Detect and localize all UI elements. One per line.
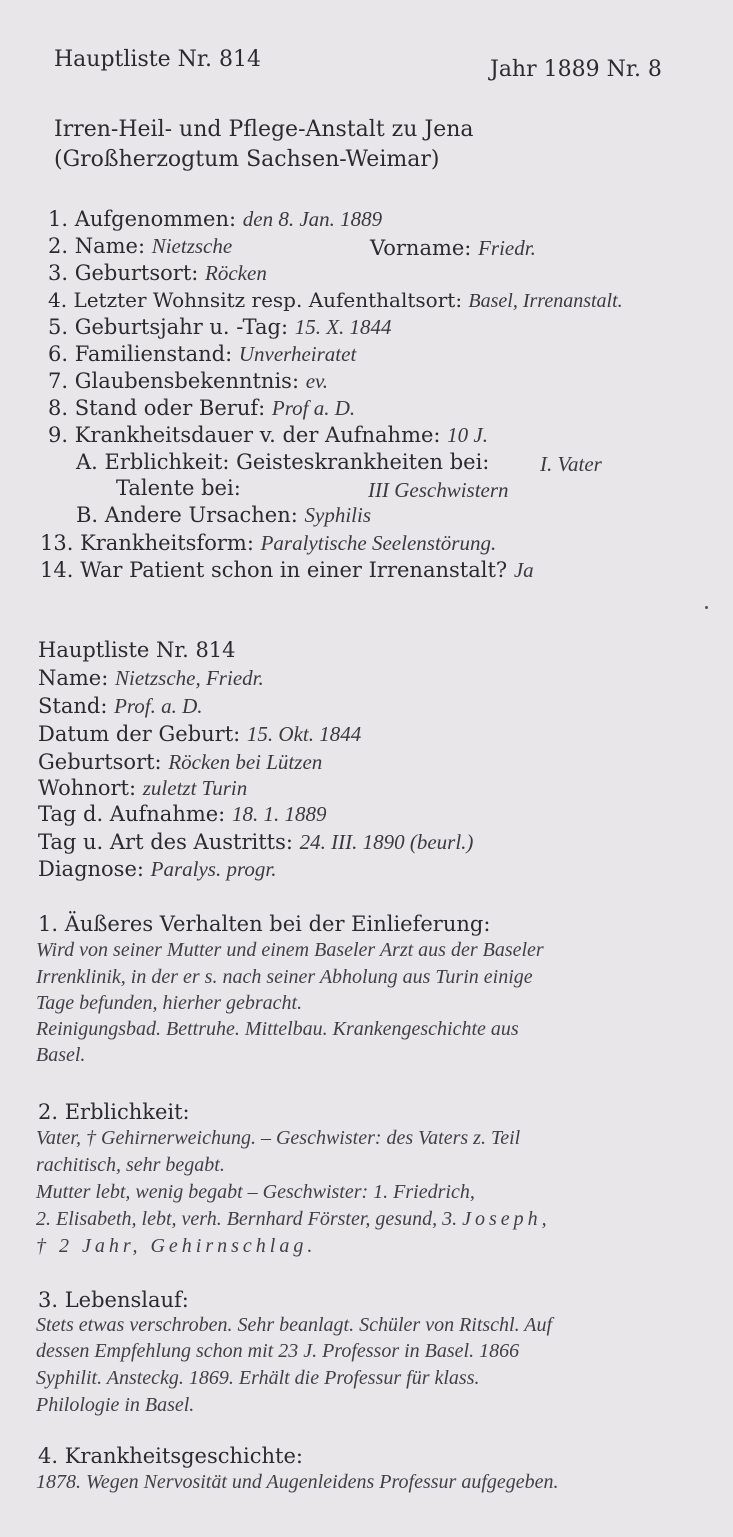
value: den 8. Jan. 1889 <box>242 207 383 231</box>
section-3-text-line: Syphilit. Ansteckg. 1869. Erhält die Professur für klass. <box>36 1367 480 1389</box>
section-3-text-line: dessen Empfehlung schon mit 23 J. Professor in Basel. 1866 <box>36 1340 520 1362</box>
value: Röcken bei Lützen <box>168 750 323 774</box>
label: Tag u. Art des Austritts: <box>38 830 293 854</box>
section-1-text-line: Irrenklinik, in der er s. nach seiner Abholung aus Turin einige <box>36 966 533 988</box>
value: 24. III. 1890 (beurl.) <box>299 830 474 854</box>
institution-name: Irren-Heil- und Pflege-Anstalt zu Jena <box>54 117 474 142</box>
card-discharge <box>38 830 473 854</box>
label: B. Andere Ursachen: <box>76 503 298 527</box>
section-2-text-line: † 2 Jahr, Gehirnschlag. <box>36 1235 317 1257</box>
list-item-birthdate <box>48 315 392 339</box>
list-item-previous-asylum <box>40 558 534 582</box>
card-list-number: Hauptliste Nr. 814 <box>38 638 236 662</box>
section-4-heading: 4. Krankheitsgeschichte: <box>38 1444 303 1468</box>
value: Paralytische Seelenstörung. <box>260 531 497 555</box>
section-1-text-line: Reinigungsbad. Bettruhe. Mittelbau. Krankengeschichte aus <box>36 1018 519 1040</box>
value: Friedr. <box>478 236 536 260</box>
value: zuletzt Turin <box>142 776 248 800</box>
label: 6. Familienstand: <box>48 342 233 366</box>
value: Paralys. progr. <box>150 857 277 881</box>
value: Unverheiratet <box>238 342 357 366</box>
section-3-heading: 3. Lebenslauf: <box>38 1288 189 1312</box>
section-2-text-line: Mutter lebt, wenig begabt – Geschwister: 1. Friedrich, <box>36 1181 475 1203</box>
label: 4. Letzter Wohnsitz resp. Aufenthaltsort: <box>48 288 463 312</box>
label: 2. Name: <box>48 234 146 258</box>
header-list-number: Hauptliste Nr. 814 <box>54 47 261 72</box>
label: 3. Geburtsort: <box>48 261 199 285</box>
section-1-text-line: Wird von seiner Mutter und einem Baseler Arzt aus der Baseler <box>36 939 544 961</box>
list-item-talents-value: III Geschwistern <box>368 478 509 502</box>
card-name <box>38 666 264 690</box>
section-2-heading: 2. Erblichkeit: <box>38 1100 190 1124</box>
list-item-admitted <box>48 207 382 231</box>
value: 18. 1. 1889 <box>231 802 327 826</box>
value: 10 J. <box>447 423 488 447</box>
value: Prof a. D. <box>271 396 356 420</box>
label: Stand: <box>38 694 108 718</box>
label: Geburtsort: <box>38 750 162 774</box>
value: Prof. a. D. <box>114 694 203 718</box>
list-item-duration <box>48 423 488 447</box>
label: Datum der Geburt: <box>38 722 241 746</box>
institution-region: (Großherzogtum Sachsen-Weimar) <box>54 147 440 172</box>
value: Nietzsche, Friedr. <box>115 666 264 690</box>
label: 1. Aufgenommen: <box>48 207 237 231</box>
section-2-text-line <box>36 1207 551 1231</box>
card-residence <box>38 776 247 800</box>
card-status <box>38 694 203 718</box>
label: 5. Geburtsjahr u. -Tag: <box>48 315 289 339</box>
label: 7. Glaubensbekenntnis: <box>48 369 300 393</box>
list-item-heredity-label: A. Erblichkeit: Geisteskrankheiten bei: <box>76 450 490 474</box>
text: 2. Elisabeth, lebt, verh. Bernhard Förster, gesund, 3. <box>36 1208 458 1230</box>
list-item-occupation <box>48 396 355 420</box>
list-item-residence <box>48 288 623 313</box>
card-birthplace <box>38 750 322 774</box>
section-1-text-line: Tage befunden, hierher gebracht. <box>36 992 303 1014</box>
value: ev. <box>305 369 329 393</box>
card-diagnosis <box>38 857 276 881</box>
label: Diagnose: <box>38 857 144 881</box>
value: 15. X. 1844 <box>294 315 392 339</box>
label: Vorname: <box>370 236 472 260</box>
section-1-text-line: Basel. <box>36 1044 86 1066</box>
list-item-talents-label: Talente bei: <box>116 476 241 500</box>
list-item-religion <box>48 369 328 393</box>
list-item-disease-form <box>40 531 496 555</box>
section-4-text-line: 1878. Wegen Nervosität und Augenleidens Professur aufgegeben. <box>36 1471 559 1493</box>
card-admission-date <box>38 802 326 826</box>
section-3-text-line: Philologie in Basel. <box>36 1394 195 1416</box>
label: Wohnort: <box>38 776 137 800</box>
list-item-birthplace <box>48 261 267 285</box>
label: Tag d. Aufnahme: <box>38 802 226 826</box>
label: 14. War Patient schon in einer Irrenanstalt? <box>40 558 508 582</box>
value: Röcken <box>205 261 267 285</box>
value: Basel, Irrenanstalt. <box>468 290 623 312</box>
value: Syphilis <box>304 503 372 527</box>
list-item-other-causes <box>76 503 371 527</box>
label: 9. Krankheitsdauer v. der Aufnahme: <box>48 423 441 447</box>
section-2-text-line: rachitisch, sehr begabt. <box>36 1154 225 1176</box>
list-item-firstname <box>370 236 536 260</box>
list-item-name <box>48 234 232 258</box>
header-year-number: Jahr 1889 Nr. 8 <box>490 57 662 82</box>
value: Nietzsche <box>151 234 233 258</box>
label: Name: <box>38 666 109 690</box>
value: 15. Okt. 1844 <box>246 722 362 746</box>
label: 13. Krankheitsform: <box>40 531 254 555</box>
value: Ja <box>513 558 534 582</box>
section-1-heading: 1. Äußeres Verhalten bei der Einlieferung: <box>38 912 491 936</box>
section-2-text-line: Vater, † Gehirnerweichung. – Geschwister: des Vaters z. Teil <box>36 1127 521 1149</box>
section-3-text-line: Stets etwas verschroben. Sehr beanlagt. Schüler von Ritschl. Auf <box>36 1314 553 1336</box>
list-item-marital <box>48 342 356 366</box>
speck <box>705 606 708 609</box>
text: Joseph, <box>462 1208 551 1230</box>
list-item-heredity-value: I. Vater <box>540 452 602 476</box>
card-birthdate <box>38 722 361 746</box>
label: 8. Stand oder Beruf: <box>48 396 266 420</box>
